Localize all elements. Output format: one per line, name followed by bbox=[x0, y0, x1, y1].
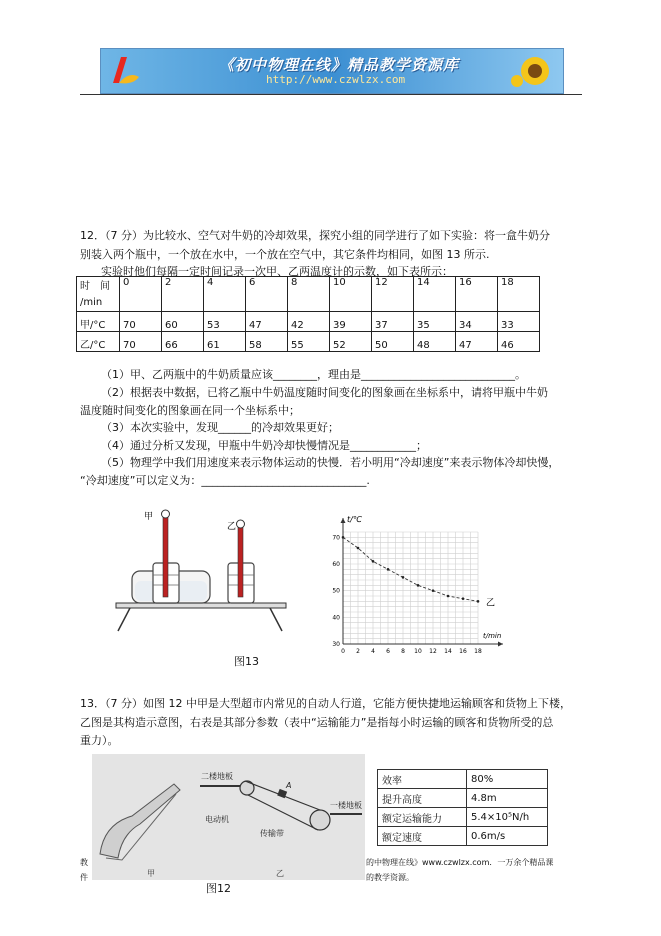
escalator-params-table bbox=[377, 769, 548, 846]
table-cell: 61 bbox=[204, 332, 246, 352]
figure-13-caption: 图13 bbox=[234, 655, 259, 668]
x-tick-label: 12 bbox=[429, 648, 437, 654]
param-value: 0.6m/s bbox=[467, 827, 548, 846]
q12-item-4: （4）通过分析又发现，甲瓶中牛奶冷却快慢情况是____________； bbox=[101, 439, 427, 452]
x-tick-label: 8 bbox=[401, 648, 405, 654]
table-cell: 58 bbox=[246, 332, 288, 352]
y-tick-label: 30 bbox=[332, 641, 340, 648]
temperature-table bbox=[76, 276, 540, 352]
param-value: 80% bbox=[467, 770, 548, 789]
row-label-jia: 甲/°C bbox=[77, 312, 120, 332]
q13-line-1: 13．（7 分）如图 12 中甲是大型超市内常见的自动人行道，它能方便快捷地运输顾客和货物上下楼， bbox=[80, 697, 571, 710]
cooling-apparatus-figure bbox=[110, 505, 295, 635]
q12-item-3: （3）本次实验中，发现______的冷却效果更好； bbox=[101, 421, 339, 434]
table-cell: 37 bbox=[372, 312, 414, 332]
y-axis-label: t/℃ bbox=[347, 515, 362, 524]
table-cell: 34 bbox=[456, 312, 498, 332]
y-tick-label: 70 bbox=[332, 534, 340, 542]
param-key: 额定运输能力 bbox=[378, 808, 467, 827]
table-cell: 53 bbox=[204, 312, 246, 332]
table-cell: 33 bbox=[498, 312, 540, 332]
table-cell: 50 bbox=[372, 332, 414, 352]
x-tick-label: 10 bbox=[414, 648, 422, 654]
x-tick-label: 14 bbox=[444, 648, 452, 654]
site-logo-icon bbox=[107, 53, 143, 89]
q12-line-1: 12．（7 分）为比较水、空气对牛奶的冷却效果，探究小组的同学进行了如下实验：将一盒牛奶分 bbox=[80, 229, 550, 242]
time-unit: /min bbox=[80, 297, 103, 308]
series-label-yi: 乙 bbox=[486, 598, 496, 609]
table-cell: 52 bbox=[330, 332, 372, 352]
q12-item-2: （2）根据表中数据，已将乙瓶中牛奶温度随时间变化的图象画在坐标系中，请将甲瓶中牛奶 bbox=[101, 386, 548, 399]
label-yi: 乙 bbox=[227, 522, 237, 532]
table-cell: 47 bbox=[246, 312, 288, 332]
table-cell: 4 bbox=[204, 277, 246, 312]
banner-title: 《初中物理在线》精品教学资源库 bbox=[219, 56, 460, 74]
table-cell: 18 bbox=[498, 277, 540, 312]
q12-line-3: 实验时他们每隔一定时间记录一次甲、乙两温度计的示数，如下表所示： bbox=[101, 265, 453, 278]
data-point bbox=[477, 600, 480, 603]
footer-left-2: 件 bbox=[80, 873, 88, 882]
x-tick-label: 0 bbox=[341, 648, 345, 654]
data-point bbox=[417, 584, 420, 587]
table-row bbox=[77, 332, 540, 352]
footer-right-1: 的中物理在线》www.czwlzx.com．一万余个精品课 bbox=[366, 858, 554, 867]
label-jia: 甲 bbox=[144, 512, 154, 522]
x-tick-label: 4 bbox=[371, 648, 375, 654]
label-a: A bbox=[286, 781, 292, 790]
q12-item-1: （1）甲、乙两瓶中的牛奶质量应该________，理由是____________________________。 bbox=[101, 368, 526, 381]
footer-right-2: 的教学资源。 bbox=[366, 873, 414, 882]
table-cell: 46 bbox=[498, 332, 540, 352]
table-cell: 12 bbox=[372, 277, 414, 312]
table-cell: 48 bbox=[414, 332, 456, 352]
param-key: 提升高度 bbox=[378, 789, 467, 808]
row-label-yi: 乙/°C bbox=[77, 332, 120, 352]
table-cell: 8 bbox=[288, 277, 330, 312]
table-row bbox=[378, 770, 548, 789]
time-label: 时 间 bbox=[80, 281, 110, 292]
param-value: 4.8m bbox=[467, 789, 548, 808]
label-motor: 电动机 bbox=[205, 815, 229, 824]
data-point bbox=[462, 597, 465, 600]
header-banner bbox=[100, 48, 564, 94]
table-cell: 55 bbox=[288, 332, 330, 352]
photo-label-yi: 乙 bbox=[276, 869, 284, 878]
table-row bbox=[378, 789, 548, 808]
table-row bbox=[378, 827, 548, 846]
q12-item-5: （5）物理学中我们用速度来表示物体运动的快慢．若小明用“冷却速度”来表示物体冷却快慢， bbox=[101, 456, 560, 469]
header-rule bbox=[80, 94, 582, 95]
photo-label-jia: 甲 bbox=[147, 869, 155, 878]
table-cell: 70 bbox=[120, 332, 162, 352]
banner-url: http://www.czwlzx.com bbox=[266, 73, 406, 86]
y-axis-arrow bbox=[341, 518, 346, 523]
q12-item-2b: 温度随时间变化的图象画在同一个坐标系中； bbox=[80, 404, 300, 417]
x-axis-arrow bbox=[498, 642, 503, 647]
label-belt: 传输带 bbox=[260, 829, 284, 838]
table-row bbox=[77, 277, 540, 312]
param-value: 5.4×10⁵N/h bbox=[467, 808, 548, 827]
q12-line-2: 别装入两个瓶中，一个放在水中，一个放在空气中，其它条件均相同，如图 13 所示. bbox=[80, 248, 490, 261]
y-tick-label: 60 bbox=[332, 561, 340, 568]
data-point bbox=[372, 560, 375, 563]
table-cell: 60 bbox=[162, 312, 204, 332]
escalator-figure bbox=[92, 754, 365, 880]
q13-line-3: 重力）。 bbox=[80, 734, 119, 747]
table-cell: 2 bbox=[162, 277, 204, 312]
x-tick-label: 2 bbox=[356, 648, 360, 654]
q13-line-2: 乙图是其构造示意图，右表是其部分参数（表中“运输能力”是指每小时运输的顾客和货物所受的总 bbox=[80, 716, 554, 729]
data-point bbox=[357, 547, 360, 550]
y-tick-label: 40 bbox=[332, 614, 340, 622]
table-row bbox=[77, 312, 540, 332]
x-tick-label: 18 bbox=[474, 648, 482, 654]
table-cell: 16 bbox=[456, 277, 498, 312]
param-key: 效率 bbox=[378, 770, 467, 789]
table-cell: 42 bbox=[288, 312, 330, 332]
x-tick-label: 6 bbox=[386, 648, 390, 654]
table-cell: 6 bbox=[246, 277, 288, 312]
temperature-time-chart bbox=[325, 502, 525, 654]
table-cell: 35 bbox=[414, 312, 456, 332]
y-tick-label: 50 bbox=[332, 587, 340, 595]
data-point bbox=[387, 568, 390, 571]
footer-left-1: 教 bbox=[80, 858, 88, 867]
table-cell: 47 bbox=[456, 332, 498, 352]
x-tick-label: 16 bbox=[459, 648, 467, 654]
label-floor1: 一楼地板 bbox=[330, 801, 362, 810]
label-floor2: 二楼地板 bbox=[201, 772, 233, 781]
x-axis-label: t/min bbox=[483, 632, 502, 640]
table-cell: 70 bbox=[120, 312, 162, 332]
table-cell: 66 bbox=[162, 332, 204, 352]
table-cell: 14 bbox=[414, 277, 456, 312]
table-cell: 39 bbox=[330, 312, 372, 332]
data-point bbox=[402, 576, 405, 579]
data-point bbox=[432, 589, 435, 592]
figure-12-caption: 图12 bbox=[206, 882, 231, 895]
table-header-time bbox=[77, 277, 120, 312]
data-point bbox=[447, 595, 450, 598]
table-row bbox=[378, 808, 548, 827]
data-point bbox=[342, 536, 345, 539]
sunflower-icon bbox=[509, 51, 557, 91]
q12-item-5b: “冷却速度”可以定义为：______________________________. bbox=[80, 474, 370, 487]
param-key: 额定速度 bbox=[378, 827, 467, 846]
table-cell: 10 bbox=[330, 277, 372, 312]
table-cell: 0 bbox=[120, 277, 162, 312]
